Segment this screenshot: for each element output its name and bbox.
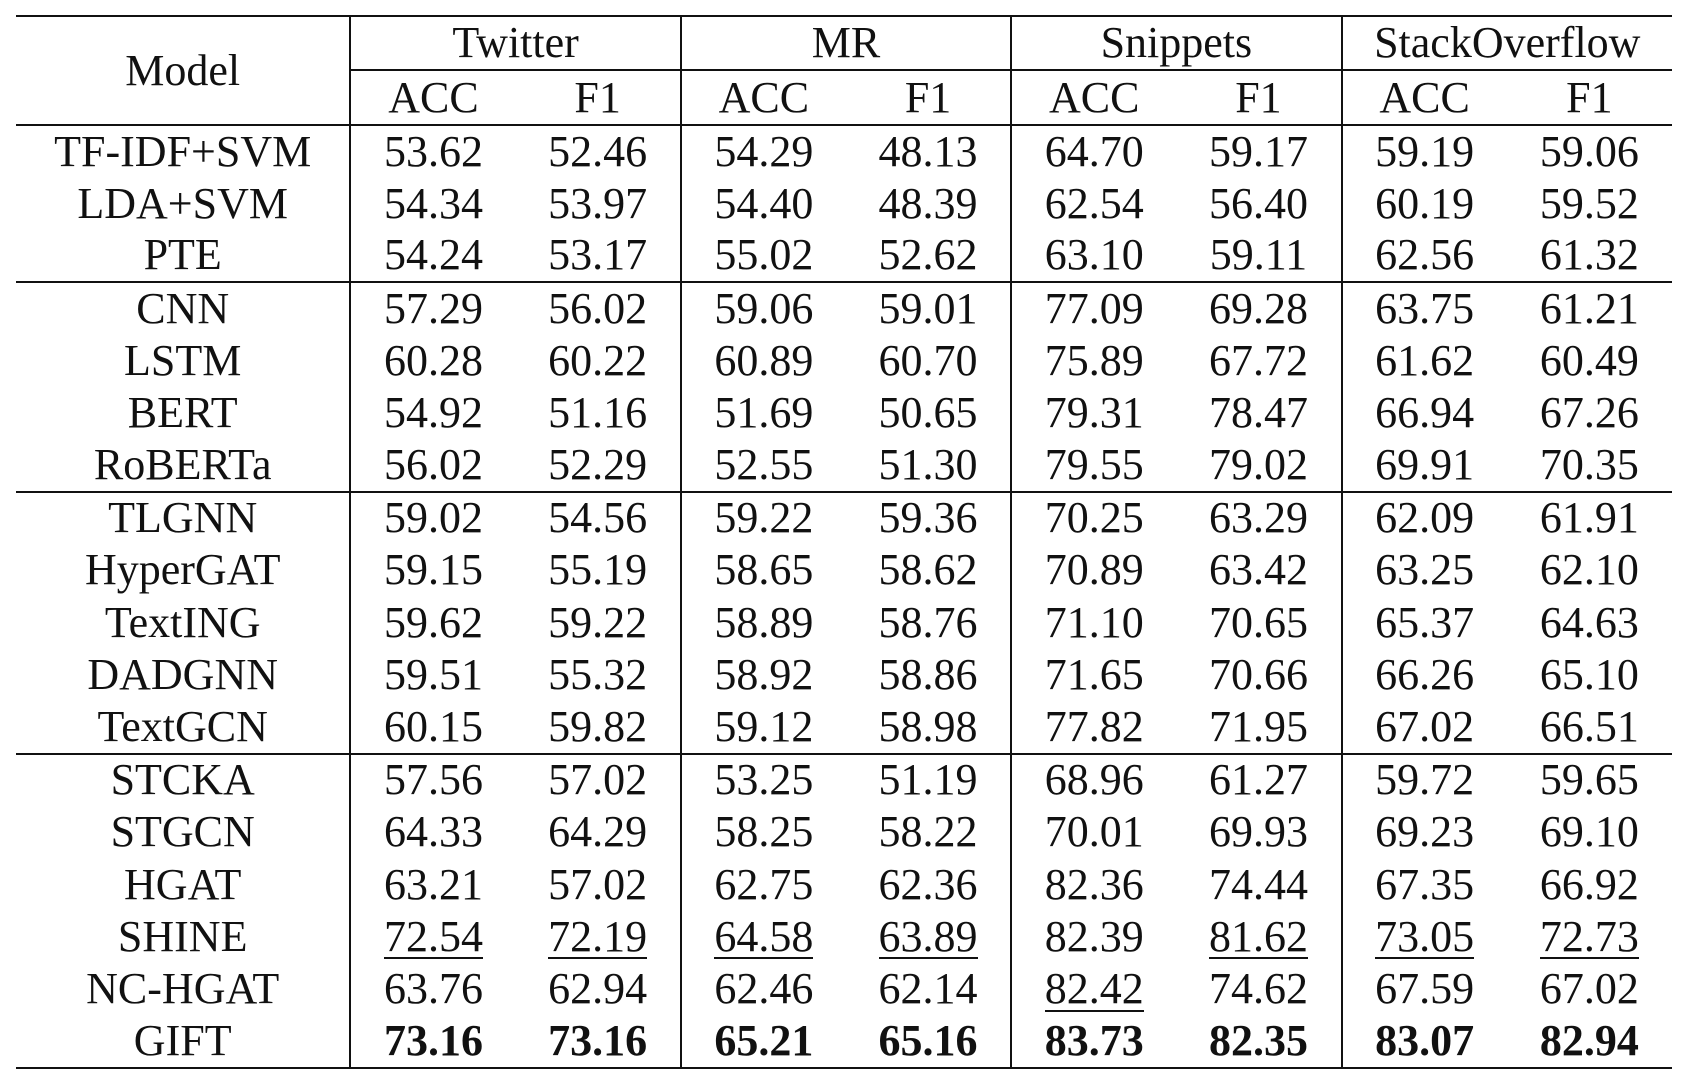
metric-value: 59.06 [1507,125,1672,177]
model-name: HGAT [124,859,242,909]
metric-value: 63.21 [350,858,515,910]
metric-value: 74.44 [1208,859,1308,909]
metric-value: 55.02 [681,230,846,282]
underlined-value: 64.58 [714,911,814,961]
metric-value: 69.93 [1208,807,1308,857]
model-name: BERT [127,388,238,438]
metric-value: 59.52 [1539,178,1639,228]
metric-value: 69.23 [1342,806,1507,858]
metric-value: 71.10 [1011,597,1176,649]
metric-value: 62.46 [681,963,846,1015]
model-name: RoBERTa [93,440,272,490]
metric-value: 54.29 [681,125,846,177]
metric-value: 61.32 [1539,230,1639,280]
metric-value: 52.29 [548,440,648,490]
metric-value: 59.36 [846,492,1011,544]
metric-value: 54.24 [350,230,515,282]
metric-value: 54.92 [350,387,515,439]
metric-value: 55.32 [548,650,648,700]
underlined-value: 72.19 [548,911,648,961]
model-name: NC-HGAT [86,964,280,1014]
dataset-header-snippets: Snippets [1011,16,1341,70]
metric-value: 65.37 [1342,597,1507,649]
metric-value: 63.29 [1176,492,1341,544]
metric-value: 52.46 [516,125,681,177]
table-row [16,754,1672,806]
metric-value [846,911,1011,963]
metric-value: 58.86 [878,650,978,700]
metric-value: 70.25 [1011,492,1176,544]
metric-value: 60.28 [350,335,515,387]
metric-value: 59.22 [681,492,846,544]
metric-value: 60.70 [878,335,978,385]
metric-value: 82.36 [1011,858,1176,910]
metric-value: 58.89 [681,597,846,649]
metric-value: 61.21 [1507,282,1672,334]
metric-value [1011,963,1176,1015]
metric-value: 65.21 [681,1016,846,1068]
metric-value: 57.02 [548,859,648,909]
metric-value [1507,911,1672,963]
metric-value: 75.89 [1011,335,1176,387]
metric-value: 70.89 [1011,544,1176,596]
metric-value: 58.92 [681,649,846,701]
table-row [16,911,1672,963]
metric-value [1176,911,1341,963]
metric-value [516,911,681,963]
metric-value: 82.94 [1507,1016,1672,1068]
metric-value: 63.25 [1342,544,1507,596]
metric-value: 51.69 [681,387,846,439]
table-row [16,125,1672,177]
metric-value: 59.01 [846,282,1011,334]
metric-value [1342,911,1507,963]
metric-value: 59.15 [350,544,515,596]
table-row [16,858,1672,910]
table-row [16,387,1672,439]
table-row [16,963,1672,1015]
metric-value: 60.49 [1539,335,1639,385]
model-name: LDA+SVM [77,178,288,228]
metric-value: 79.02 [1208,440,1308,490]
dataset-header-mr: MR [681,16,1011,70]
metric-value: 67.26 [1539,388,1639,438]
metric-value: 58.22 [878,807,978,857]
metric-value: 69.10 [1539,807,1639,857]
model-name: TextGCN [97,701,268,751]
metric-value: 62.75 [681,858,846,910]
metric-header: F1 [904,72,952,122]
table-row [16,701,1672,753]
metric-value: 56.02 [516,282,681,334]
metric-value: 79.31 [1011,387,1176,439]
metric-header: F1 [574,72,621,122]
model-name: STCKA [16,754,350,806]
metric-value: 62.94 [548,964,648,1014]
metric-value: 48.39 [878,178,978,228]
metric-value: 51.30 [878,440,978,490]
underlined-value: 63.89 [878,911,978,961]
metric-value [681,911,846,963]
metric-value: 63.75 [1342,282,1507,334]
table-row [16,177,1672,229]
metric-value: 62.54 [1011,177,1176,229]
metric-value: 68.96 [1011,754,1176,806]
model-name: TF-IDF+SVM [16,125,350,177]
metric-value: 66.92 [1539,859,1639,909]
metric-value: 73.16 [516,1016,681,1068]
metric-value: 62.14 [878,964,978,1014]
metric-value: 56.40 [1208,178,1308,228]
metric-value: 58.98 [878,701,978,751]
metric-value: 59.02 [350,492,515,544]
metric-value: 70.01 [1011,806,1176,858]
metric-value: 70.66 [1208,650,1308,700]
metric-value: 59.82 [548,701,648,751]
metric-value: 52.62 [878,230,978,280]
table-row [16,544,1672,596]
metric-value: 51.16 [548,388,648,438]
table-row [16,439,1672,491]
model-name: TextING [104,597,261,647]
model-name: TLGNN [16,492,350,544]
table-row [16,230,1672,282]
metric-value: 61.91 [1507,492,1672,544]
metric-value: 65.10 [1539,650,1639,700]
metric-value: 69.91 [1342,439,1507,491]
metric-value: 59.06 [681,282,846,334]
metric-value: 60.19 [1342,177,1507,229]
metric-value: 54.40 [681,177,846,229]
metric-value: 60.22 [548,335,648,385]
metric-value: 59.17 [1176,125,1341,177]
metric-value: 59.11 [1209,230,1308,280]
metric-value: 77.09 [1011,282,1176,334]
model-name: LSTM [124,335,242,385]
metric-value: 83.07 [1342,1016,1507,1068]
model-name: HyperGAT [84,545,281,595]
metric-value: 65.16 [846,1016,1011,1068]
model-name: GIFT [16,1016,350,1068]
metric-header: ACC [350,70,515,125]
metric-value: 63.42 [1208,545,1308,595]
metric-value: 82.39 [1011,911,1176,963]
metric-value: 73.16 [350,1016,515,1068]
metric-value: 58.76 [878,597,978,647]
metric-value: 64.29 [548,807,648,857]
metric-value: 58.62 [878,545,978,595]
table-row [16,282,1672,334]
metric-value: 60.15 [350,701,515,753]
metric-value: 61.27 [1176,754,1341,806]
metric-value: 55.19 [548,545,648,595]
model-header: Model [16,16,350,125]
metric-value: 58.25 [681,806,846,858]
metric-value: 67.35 [1342,858,1507,910]
metric-value: 71.65 [1011,649,1176,701]
dataset-header-twitter: Twitter [350,16,680,70]
metric-value: 66.94 [1342,387,1507,439]
metric-value: 61.62 [1342,335,1507,387]
metric-header: F1 [1235,72,1282,122]
metric-value: 69.28 [1176,282,1341,334]
metric-value: 59.22 [548,597,648,647]
metric-value: 70.65 [1208,597,1308,647]
table-row [16,649,1672,701]
underlined-value: 72.54 [383,911,483,961]
metric-header: ACC [681,70,846,125]
metric-value: 62.09 [1342,492,1507,544]
metric-value: 67.02 [1539,964,1639,1014]
table-row [16,806,1672,858]
metric-value: 63.10 [1011,230,1176,282]
metric-value: 66.26 [1342,649,1507,701]
metric-value: 53.97 [548,178,648,228]
metric-value: 62.36 [878,859,978,909]
metric-value: 83.73 [1011,1016,1176,1068]
metric-value: 67.02 [1342,701,1507,753]
metric-header: ACC [1342,70,1507,125]
metric-value: 60.89 [681,335,846,387]
metric-value: 48.13 [846,125,1011,177]
metric-value: 57.02 [516,754,681,806]
metric-value: 64.63 [1539,597,1639,647]
metric-value: 53.25 [681,754,846,806]
metric-value: 62.56 [1342,230,1507,282]
metric-value: 59.72 [1342,754,1507,806]
table-row [16,492,1672,544]
underlined-value: 73.05 [1375,911,1475,961]
metric-value: 54.34 [350,177,515,229]
model-name: PTE [143,230,222,280]
metric-value: 67.72 [1208,335,1308,385]
metric-value: 64.70 [1011,125,1176,177]
metric-value: 59.12 [681,701,846,753]
metric-header: ACC [1011,70,1176,125]
table-row [16,335,1672,387]
metric-value: 51.19 [846,754,1011,806]
metric-value: 66.51 [1539,701,1639,751]
metric-header: F1 [1566,72,1613,122]
metric-value: 59.62 [350,597,515,649]
underlined-value: 72.73 [1539,911,1639,961]
table-row [16,597,1672,649]
table-body [16,125,1672,1068]
metric-value: 50.65 [878,388,978,438]
metric-value: 64.33 [350,806,515,858]
underlined-value: 81.62 [1208,911,1308,961]
metric-value: 77.82 [1011,701,1176,753]
metric-value: 56.02 [350,439,515,491]
metric-value: 74.62 [1208,964,1308,1014]
metric-value: 82.35 [1176,1016,1341,1068]
metric-value: 63.76 [350,963,515,1015]
metric-value: 53.17 [548,230,648,280]
metric-value: 58.65 [681,544,846,596]
metric-value: 57.56 [350,754,515,806]
metric-value: 67.59 [1342,963,1507,1015]
metric-value: 78.47 [1208,388,1308,438]
model-name: SHINE [117,912,248,962]
metric-value: 79.55 [1011,439,1176,491]
metric-value [350,911,515,963]
metric-value: 59.65 [1507,754,1672,806]
model-name: STGCN [110,807,255,857]
metric-value: 54.56 [516,492,681,544]
metric-value: 71.95 [1208,701,1308,751]
metric-value: 57.29 [350,282,515,334]
model-name: CNN [16,282,350,334]
model-name: DADGNN [87,650,279,700]
results-table [16,15,1672,1069]
metric-value: 53.62 [350,125,515,177]
metric-value: 62.10 [1539,545,1639,595]
metric-value: 59.19 [1342,125,1507,177]
table-row [16,1016,1672,1068]
underlined-value: 82.42 [1044,964,1144,1014]
metric-value: 70.35 [1539,440,1639,490]
dataset-header-stackoverflow: StackOverflow [1342,16,1672,70]
metric-value: 52.55 [681,439,846,491]
metric-value: 59.51 [350,649,515,701]
